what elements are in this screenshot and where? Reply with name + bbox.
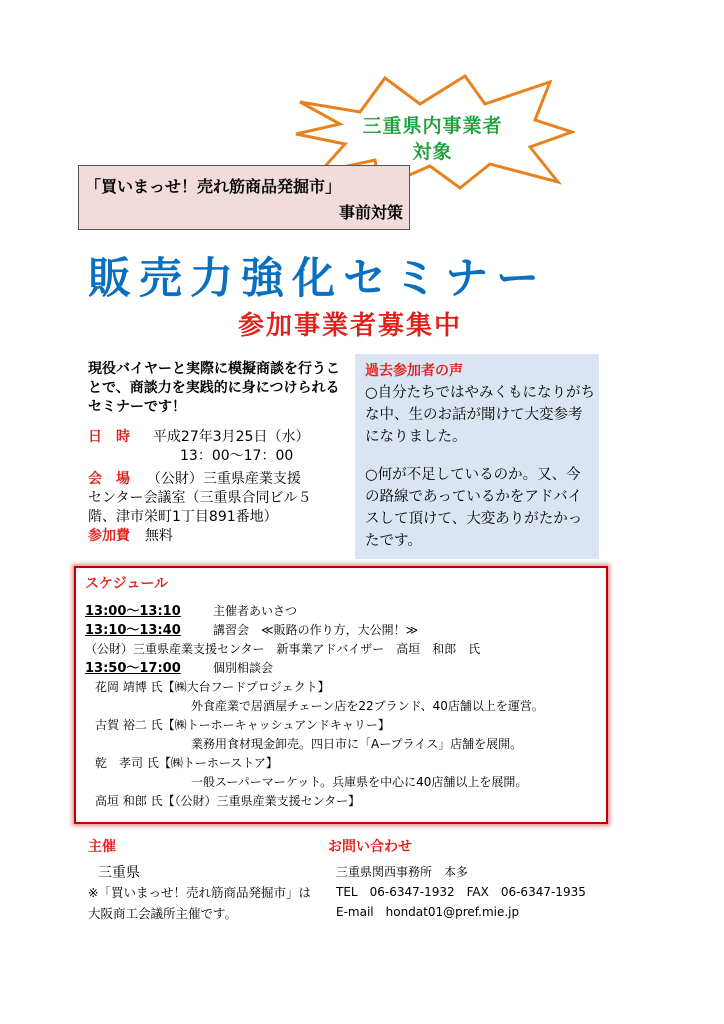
buyer-name: 乾 孝司 氏【㈱トーホーストア】 (95, 756, 278, 770)
date-label: 日 時 (88, 429, 130, 445)
schedule-row (85, 621, 600, 640)
pre-event-label: 事前対策 (338, 203, 403, 222)
schedule-list (85, 602, 600, 811)
schedule-time: 13:00～13:10 (85, 604, 181, 619)
voices-list (365, 382, 595, 568)
fee-label: 参加費 (88, 528, 130, 544)
voices-heading: 過去参加者の声 (365, 363, 463, 379)
fee-value: 無料 (144, 528, 173, 544)
schedule-item: 講習会 ≪販路の作り方，大公開！≫ (213, 623, 419, 637)
organizer-name: 三重県 (98, 865, 140, 881)
voice-item: ○何が不足しているのか。又、今の路線であっているかをアドバイスして頂けて、大変ありがたかったです。 (365, 467, 583, 549)
buyer-desc: 一般スーパーマーケット。兵庫県を中心に40店舗以上を展開。 (191, 775, 528, 789)
buyer-name: 古賀 裕二 氏【㈱トーホーキャッシュアンドキャリー】 (95, 718, 390, 732)
contact-email: E-mail hondat01@pref.mie.jp (336, 905, 520, 919)
lecturer-line: （公財）三重県産業支援センター 新事業アドバイザー 高垣 和郎 氏 (85, 642, 481, 656)
contact-phone: TEL 06-6347-1932 FAX 06-6347-1935 (336, 885, 586, 899)
schedule-time: 13:10～13:40 (85, 623, 181, 638)
badge-line2: 対象 (412, 141, 453, 163)
time-value: 13：00～17：00 (180, 448, 294, 464)
schedule-heading: スケジュール (85, 576, 169, 592)
buyer-desc: 業務用食材現金卸売。四日市に「Aープライス」店舗を展開。 (191, 737, 523, 751)
date-row (88, 428, 358, 447)
target-badge-text (350, 113, 515, 165)
organizer-heading: 主催 (88, 839, 116, 855)
venue-label: 会 場 (88, 471, 130, 487)
venue-value-1: （公財）三重県産業支援 (146, 471, 301, 487)
schedule-row (85, 602, 600, 621)
pre-event-name: 「買いまっせ！売れ筋商品発掘市」 (85, 177, 342, 196)
venue-value-2: センター会議室（三重県合同ビル５ (88, 490, 312, 506)
participant-voices-box (355, 354, 599, 559)
page-title: 販売力強化セミナー (88, 254, 547, 304)
pre-event-box (78, 165, 410, 230)
venue-row (88, 470, 358, 489)
page-subtitle: 参加事業者募集中 (238, 311, 463, 341)
voice-item: ○自分たちではやみくもになりがちな中、生のお話が聞けて大変参考になりました。 (365, 385, 596, 445)
schedule-box (74, 566, 608, 824)
event-info (88, 428, 358, 546)
intro-text: 現役バイヤーと実際に模擬商談を行うことで、商談力を実践的に身につけられるセミナーです！ (88, 361, 340, 415)
venue-value-3: 階、津市栄町1丁目891番地） (88, 509, 278, 525)
buyer-name: 高垣 和郎 氏【（公財）三重県産業支援センター】 (95, 794, 361, 808)
badge-line1: 三重県内事業者 (362, 115, 503, 137)
schedule-row (85, 659, 600, 678)
fee-row (88, 527, 358, 546)
buyer-desc: 外食産業で居酒屋チェーン店を22ブランド、40店舗以上を運営。 (191, 699, 544, 713)
schedule-item: 個別相談会 (213, 661, 274, 675)
buyer-name: 花岡 靖博 氏【㈱大台フードプロジェクト】 (95, 680, 330, 694)
date-value: 平成27年3月25日（水） (152, 429, 310, 445)
schedule-time: 13:50～17:00 (85, 661, 181, 676)
contact-office: 三重県関西事務所 本多 (336, 865, 469, 879)
organizer-note: ※「買いまっせ！売れ筋商品発掘市」は大阪商工会議所主催です。 (88, 885, 311, 921)
contact-heading: お問い合わせ (328, 839, 412, 855)
schedule-item: 主催者あいさつ (213, 604, 298, 618)
contact-details (336, 862, 586, 922)
